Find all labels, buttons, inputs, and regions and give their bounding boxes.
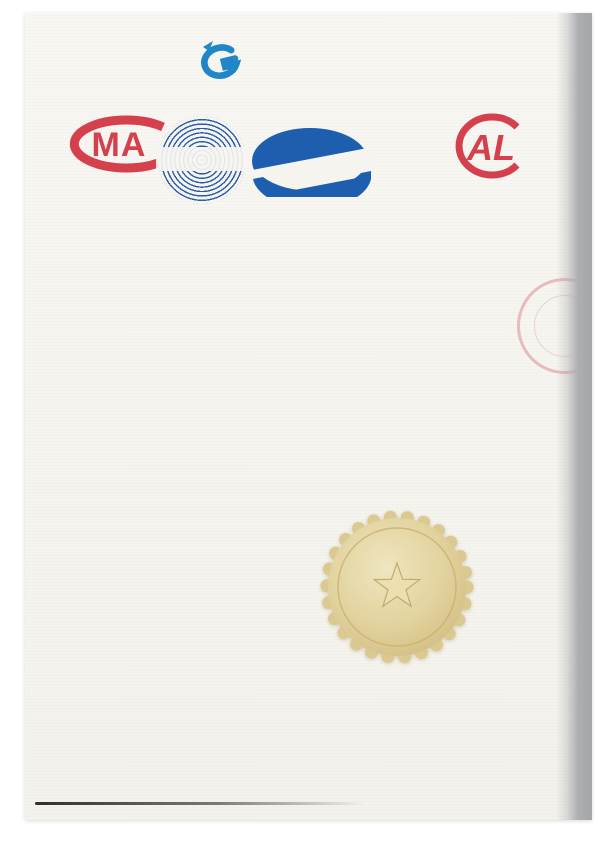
svg-text:MA: MA xyxy=(91,126,147,164)
ilac-mra-band xyxy=(156,147,248,171)
g-brand-logo-icon xyxy=(193,35,249,91)
svg-text:AL: AL xyxy=(467,127,515,168)
report-cover-page xyxy=(25,13,592,820)
field-sample-name xyxy=(140,385,540,412)
field-model xyxy=(140,435,540,462)
qr-code xyxy=(423,37,513,99)
cal-logo-icon xyxy=(453,113,529,183)
gold-embossed-seal xyxy=(313,503,481,671)
paper-bottom-edge-shadow xyxy=(35,802,365,805)
ilac-mra-logo-icon xyxy=(158,116,246,204)
cal-mark xyxy=(427,113,555,189)
cnas-logo-icon xyxy=(249,125,371,197)
paper-curled-edge xyxy=(556,13,592,820)
